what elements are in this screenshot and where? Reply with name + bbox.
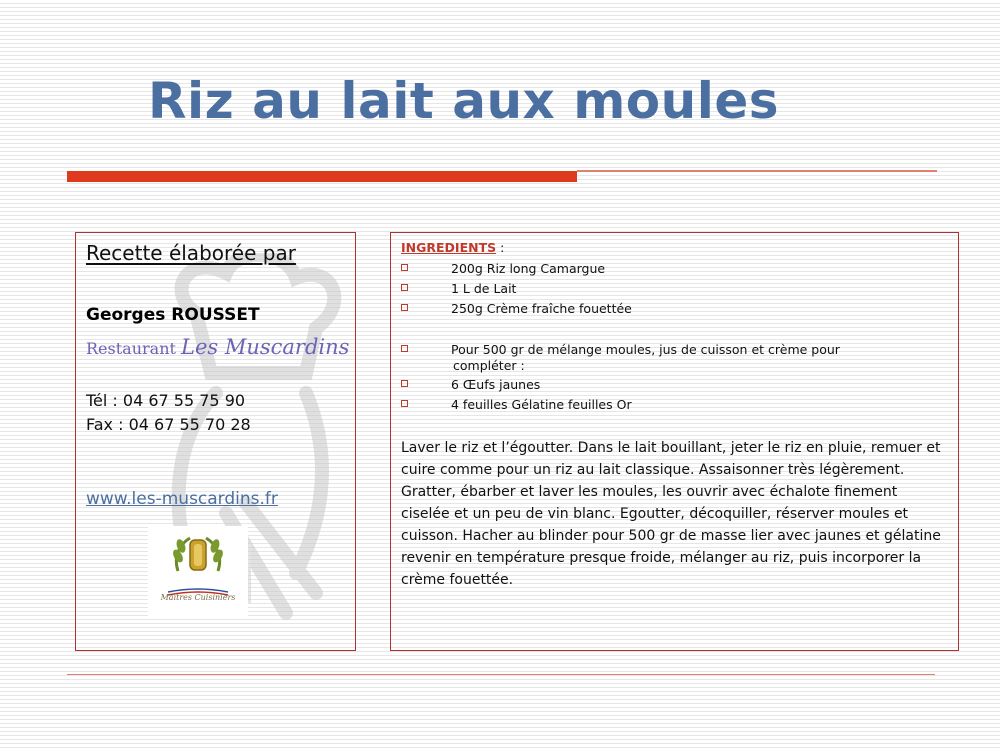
method-text: Laver le riz et l’égoutter. Dans le lait bouillant, jeter le riz en pluie, remuer et cuire comme pour un riz au lait classique. Assaisonner très légèrement. Gratter, ébarber et laver les moules, les ouvrir avec échalote finement ciselée et un peu de vin blanc. Egoutter, décoquiller, réserver moules et cuisson. Hacher au blinder pour 500 gr de masse lier avec jaunes et gélatine revenir en température presque froide, mélanger au riz, puis incorporer la crème fouettée.: [401, 440, 941, 588]
bullet-square-icon: [401, 304, 408, 311]
restaurant-name: [86, 335, 349, 359]
ingredient-text: 200g Riz long Camargue: [451, 261, 606, 276]
recipe-panel: [390, 232, 959, 651]
ingredients-header: [401, 240, 504, 255]
restaurant-prefix: Restaurant: [86, 339, 176, 358]
bullet-square-icon: [401, 400, 408, 407]
ingredients-colon: :: [496, 240, 505, 255]
telephone: Tél : 04 67 55 75 90: [86, 391, 246, 410]
website-link[interactable]: www.les-muscardins.fr: [86, 489, 278, 509]
restaurant-title: Les Muscardins: [181, 335, 350, 359]
bullet-square-icon: [401, 380, 408, 387]
ingredients-label: INGREDIENTS: [401, 240, 497, 255]
ingredient-line: Pour 500 gr de mélange moules, jus de cuisson et crème pour: [451, 342, 840, 357]
ingredient-text: 1 L de Lait: [451, 281, 517, 296]
bullet-square-icon: [401, 284, 408, 291]
title-underline-bar: [67, 171, 577, 182]
chef-name: Georges ROUSSET: [86, 305, 260, 325]
laurel-medal-icon: [148, 526, 248, 616]
ingredient-text: 250g Crème fraîche fouettée: [451, 301, 632, 316]
slide-title: Riz au lait aux moules: [148, 72, 780, 130]
ingredient-line-continued: compléter :: [453, 358, 525, 373]
credits-panel: [75, 232, 356, 651]
maitres-cuisiniers-logo: [148, 526, 248, 616]
title-underline-thin: [577, 170, 937, 172]
bullet-square-icon: [401, 345, 408, 352]
ingredient-text: [451, 342, 921, 374]
ingredient-text: 4 feuilles Gélatine feuilles Or: [451, 397, 632, 412]
footer-rule: [67, 674, 935, 675]
bullet-square-icon: [401, 264, 408, 271]
recipe-by-label: Recette élaborée par: [86, 241, 296, 265]
logo-caption: Maîtres Cuisiniers: [160, 593, 236, 602]
fax: Fax : 04 67 55 70 28: [86, 415, 251, 434]
ingredient-text: 6 Œufs jaunes: [451, 377, 541, 392]
